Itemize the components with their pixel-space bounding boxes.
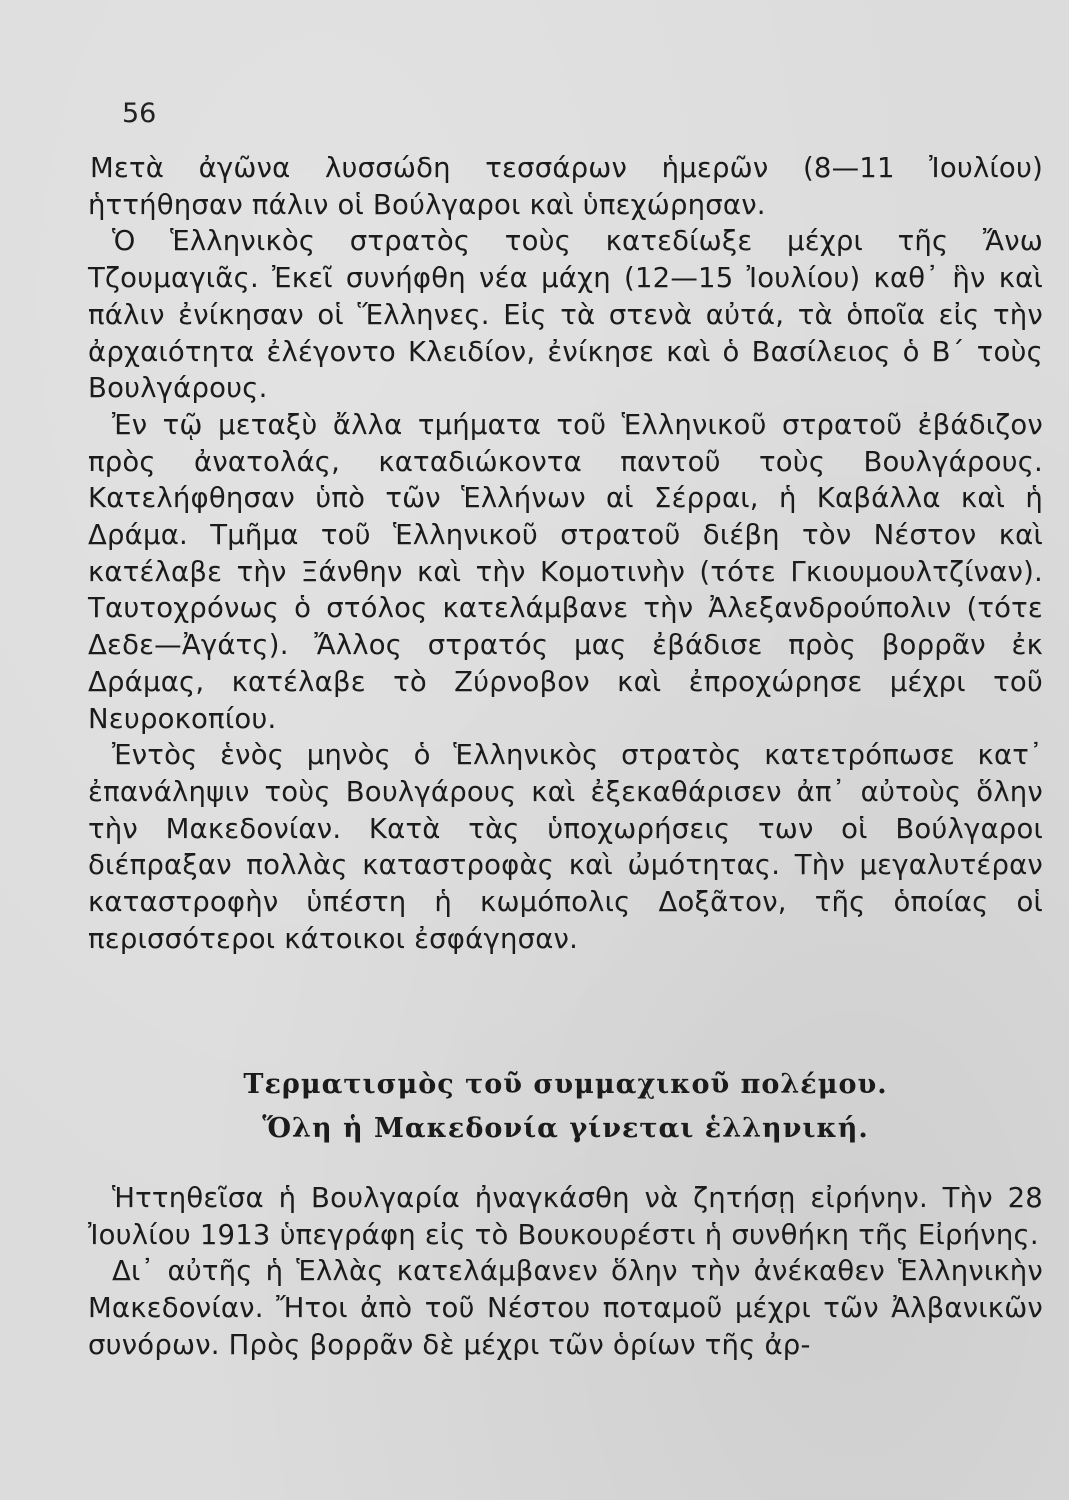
book-page (88, 98, 1050, 1478)
paragraph: Ἐντὸς ἑνὸς μηνὸς ὁ Ἑλληνικὸς στρατὸς κατετρόπωσε κατ᾽ ἐπανάληψιν τοὺς Βουλγάρους καὶ ἐξεκαθάρισεν ἀπ᾽ αὐτοὺς ὅλην τὴν Μακεδονίαν. Κατὰ τὰς ὑποχωρήσεις των οἱ Βούλγαροι διέπραξαν πολλὰς καταστροφὰς καὶ ὠμότητας. Τὴν μεγαλυτέραν καταστροφὴν ὑπέστη ἡ κωμόπολις Δοξᾶτον, τῆς ὁποίας οἱ περισσότεροι κάτοικοι ἐσφάγησαν. (88, 739, 1043, 955)
page-number: 56 (122, 98, 157, 129)
section-heading (88, 1063, 1043, 1151)
paragraph: Δι᾽ αὐτῆς ἡ Ἑλλὰς κατελάμβανεν ὅλην τὴν ἀνέκαθεν Ἑλληνικὴν Μακεδονίαν. Ἤτοι ἀπὸ τοῦ Νέστου ποταμοῦ μέχρι τῶν Ἀλβανικῶν συνόρων. Πρὸς βορρᾶν δὲ μέχρι τῶν ὁρίων τῆς ἀρ- (88, 1255, 1043, 1361)
paragraph: Ἡττηθεῖσα ἡ Βουλγαρία ἠναγκάσθη νὰ ζητήσῃ εἰρήνην. Τὴν 28 Ἰουλίου 1913 ὑπεγράφη εἰς τὸ Βουκουρέστι ἡ συνθήκη τῆς Εἰρήνης. (88, 1182, 1043, 1251)
body-text-continued (88, 1180, 1043, 1364)
paragraph: Ἐν τῷ μεταξὺ ἄλλα τμήματα τοῦ Ἑλληνικοῦ στρατοῦ ἐβάδιζον πρὸς ἀνατολάς, καταδιώκοντα παντοῦ τοὺς Βουλγάρους. Κατελήφθησαν ὑπὸ τῶν Ἑλλήνων αἱ Σέρραι, ἡ Καβάλλα καὶ ἡ Δράμα. Τμῆμα τοῦ Ἑλληνικοῦ στρατοῦ διέβη τὸν Νέστον καὶ κατέλαβε τὴν Ξάνθην καὶ τὴν Κομοτινὴν (τότε Γκιουμουλτζίναν). Ταυτοχρόνως ὁ στόλος κατελάμβανε τὴν Ἀλεξανδρούπολιν (τότε Δεδε—Ἀγάτς). Ἄλλος στρατός μας ἐβάδισε πρὸς βορρᾶν ἐκ Δράμας, κατέλαβε τὸ Ζύρνοβον καὶ ἐπροχώρησε μέχρι τοῦ Νευροκοπίου. (88, 408, 1043, 735)
paragraph: Μετὰ ἀγῶνα λυσσώδη τεσσάρων ἡμερῶν (8—11 Ἰουλίου) ἡττήθησαν πάλιν οἱ Βούλγαροι καὶ ὑπεχώρησαν. (88, 152, 1043, 221)
body-text (88, 150, 1043, 957)
heading-line: Τερματισμὸς τοῦ συμμαχικοῦ πολέμου. (243, 1069, 888, 1100)
paragraph: Ὁ Ἑλληνικὸς στρατὸς τοὺς κατεδίωξε μέχρι τῆς Ἄνω Τζουμαγιᾶς. Ἐκεῖ συνήφθη νέα μάχη (12—15 Ἰουλίου) καθ᾽ ἣν καὶ πάλιν ἐνίκησαν οἱ Ἕλληνες. Εἰς τὰ στενὰ αὐτά, τὰ ὁποῖα εἰς τὴν ἀρχαιότητα ἐλέγοντο Κλειδίον, ἐνίκησε καὶ ὁ Βασίλειος ὁ Β΄ τοὺς Βουλγάρους. (88, 225, 1043, 405)
heading-line: Ὅλη ἡ Μακεδονία γίνεται ἑλληνική. (262, 1113, 869, 1144)
